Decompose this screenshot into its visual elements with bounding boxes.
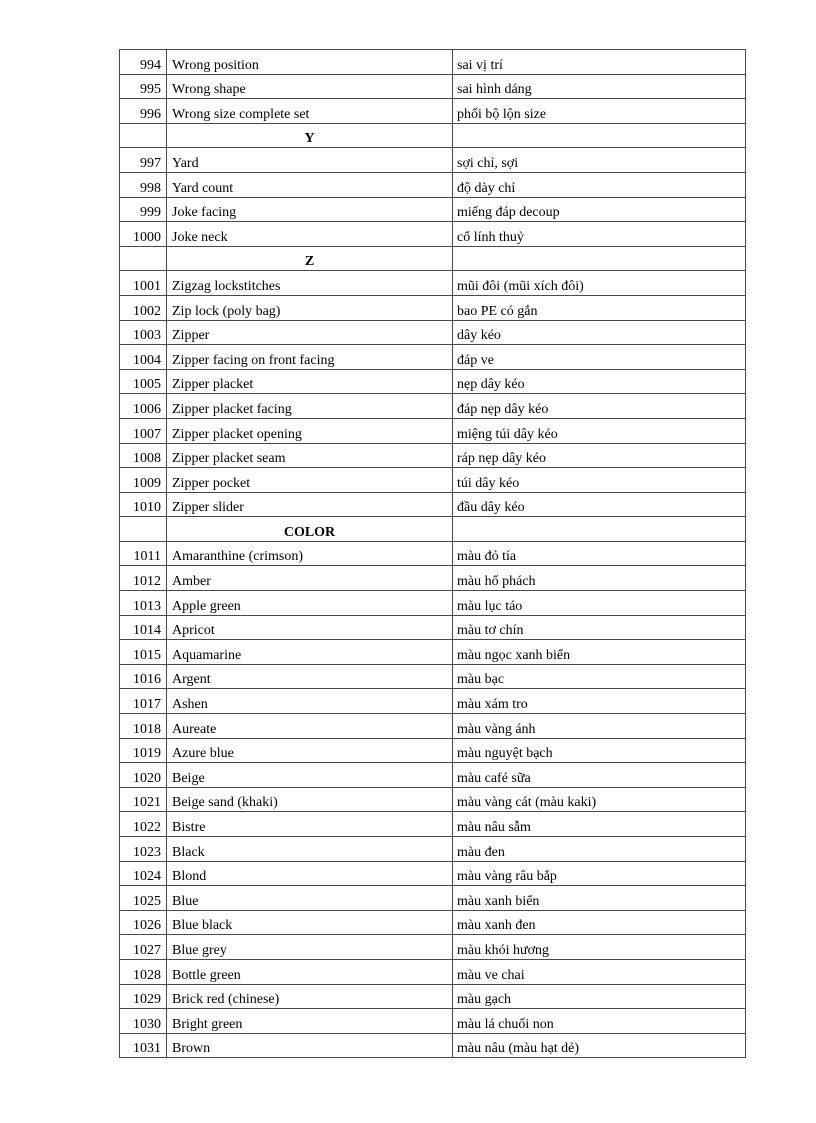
vietnamese-term: màu vàng râu bắp — [453, 861, 746, 886]
table-row — [120, 935, 746, 960]
table-row — [120, 172, 746, 197]
entry-number: 1024 — [120, 861, 167, 886]
entry-number: 1012 — [120, 566, 167, 591]
table-row — [120, 738, 746, 763]
table-row — [120, 1033, 746, 1058]
entry-number: 1014 — [120, 615, 167, 640]
glossary-table — [119, 49, 746, 1058]
table-row — [120, 271, 746, 296]
empty-cell — [453, 123, 746, 148]
entry-number: 1001 — [120, 271, 167, 296]
vietnamese-term: màu gạch — [453, 984, 746, 1009]
section-heading: Y — [167, 123, 453, 148]
english-term: Zipper slider — [167, 492, 453, 517]
table-row — [120, 837, 746, 862]
table-row — [120, 197, 746, 222]
vietnamese-term: màu lá chuối non — [453, 1009, 746, 1034]
english-term: Ashen — [167, 689, 453, 714]
vietnamese-term: miếng đáp decoup — [453, 197, 746, 222]
entry-number: 1027 — [120, 935, 167, 960]
glossary-body — [120, 50, 746, 1058]
english-term: Zip lock (poly bag) — [167, 295, 453, 320]
english-term: Zipper — [167, 320, 453, 345]
vietnamese-term: nẹp dây kéo — [453, 369, 746, 394]
table-row — [120, 763, 746, 788]
table-row — [120, 148, 746, 173]
entry-number: 997 — [120, 148, 167, 173]
table-row — [120, 492, 746, 517]
table-row — [120, 443, 746, 468]
entry-number: 1000 — [120, 222, 167, 247]
entry-number: 1030 — [120, 1009, 167, 1034]
vietnamese-term: màu hổ phách — [453, 566, 746, 591]
english-term: Zipper placket — [167, 369, 453, 394]
vietnamese-term: mũi đôi (mũi xích đôi) — [453, 271, 746, 296]
english-term: Blue black — [167, 910, 453, 935]
english-term: Wrong shape — [167, 74, 453, 99]
section-heading: Z — [167, 246, 453, 271]
table-row — [120, 50, 746, 75]
english-term: Argent — [167, 664, 453, 689]
english-term: Amaranthine (crimson) — [167, 541, 453, 566]
english-term: Beige sand (khaki) — [167, 787, 453, 812]
english-term: Bright green — [167, 1009, 453, 1034]
vietnamese-term: dây kéo — [453, 320, 746, 345]
vietnamese-term: màu đỏ tía — [453, 541, 746, 566]
english-term: Zipper placket opening — [167, 418, 453, 443]
empty-cell — [120, 517, 167, 542]
vietnamese-term: miệng túi dây kéo — [453, 418, 746, 443]
english-term: Bottle green — [167, 959, 453, 984]
vietnamese-term: màu xanh biển — [453, 886, 746, 911]
vietnamese-term: ráp nẹp dây kéo — [453, 443, 746, 468]
english-term: Brown — [167, 1033, 453, 1058]
table-row — [120, 320, 746, 345]
english-term: Blue — [167, 886, 453, 911]
table-row — [120, 222, 746, 247]
english-term: Apricot — [167, 615, 453, 640]
entry-number: 1023 — [120, 837, 167, 862]
section-heading-row — [120, 246, 746, 271]
entry-number: 994 — [120, 50, 167, 75]
english-term: Blond — [167, 861, 453, 886]
entry-number: 1017 — [120, 689, 167, 714]
english-term: Joke facing — [167, 197, 453, 222]
table-row — [120, 664, 746, 689]
vietnamese-term: độ dày chỉ — [453, 172, 746, 197]
english-term: Zipper facing on front facing — [167, 345, 453, 370]
english-term: Yard — [167, 148, 453, 173]
table-row — [120, 295, 746, 320]
entry-number: 1003 — [120, 320, 167, 345]
table-row — [120, 99, 746, 124]
section-heading: COLOR — [167, 517, 453, 542]
table-row — [120, 861, 746, 886]
entry-number: 1011 — [120, 541, 167, 566]
entry-number: 1020 — [120, 763, 167, 788]
entry-number: 1025 — [120, 886, 167, 911]
vietnamese-term: sai vị trí — [453, 50, 746, 75]
english-term: Azure blue — [167, 738, 453, 763]
vietnamese-term: sợi chỉ, sợi — [453, 148, 746, 173]
english-term: Brick red (chinese) — [167, 984, 453, 1009]
english-term: Zipper pocket — [167, 468, 453, 493]
table-row — [120, 910, 746, 935]
vietnamese-term: màu khói hương — [453, 935, 746, 960]
vietnamese-term: phối bộ lộn size — [453, 99, 746, 124]
vietnamese-term: cổ lính thuỷ — [453, 222, 746, 247]
entry-number: 1022 — [120, 812, 167, 837]
english-term: Beige — [167, 763, 453, 788]
vietnamese-term: màu café sữa — [453, 763, 746, 788]
vietnamese-term: màu tơ chín — [453, 615, 746, 640]
table-row — [120, 689, 746, 714]
table-row — [120, 566, 746, 591]
english-term: Joke neck — [167, 222, 453, 247]
table-row — [120, 714, 746, 739]
english-term: Wrong position — [167, 50, 453, 75]
table-row — [120, 640, 746, 665]
empty-cell — [120, 246, 167, 271]
entry-number: 1026 — [120, 910, 167, 935]
english-term: Blue grey — [167, 935, 453, 960]
table-row — [120, 345, 746, 370]
entry-number: 1031 — [120, 1033, 167, 1058]
vietnamese-term: màu xanh đen — [453, 910, 746, 935]
entry-number: 1029 — [120, 984, 167, 1009]
vietnamese-term: màu nâu sẫm — [453, 812, 746, 837]
table-row — [120, 369, 746, 394]
entry-number: 1004 — [120, 345, 167, 370]
vietnamese-term: màu vàng ánh — [453, 714, 746, 739]
section-heading-row — [120, 123, 746, 148]
table-row — [120, 959, 746, 984]
entry-number: 1016 — [120, 664, 167, 689]
vietnamese-term: đầu dây kéo — [453, 492, 746, 517]
entry-number: 999 — [120, 197, 167, 222]
english-term: Aquamarine — [167, 640, 453, 665]
table-row — [120, 615, 746, 640]
vietnamese-term: màu nguyệt bạch — [453, 738, 746, 763]
entry-number: 1005 — [120, 369, 167, 394]
english-term: Aureate — [167, 714, 453, 739]
entry-number: 1019 — [120, 738, 167, 763]
entry-number: 1010 — [120, 492, 167, 517]
entry-number: 1028 — [120, 959, 167, 984]
table-row — [120, 787, 746, 812]
table-row — [120, 1009, 746, 1034]
vietnamese-term: màu đen — [453, 837, 746, 862]
english-term: Zigzag lockstitches — [167, 271, 453, 296]
empty-cell — [453, 246, 746, 271]
vietnamese-term: màu vàng cát (màu kaki) — [453, 787, 746, 812]
empty-cell — [120, 123, 167, 148]
table-row — [120, 418, 746, 443]
table-row — [120, 541, 746, 566]
vietnamese-term: màu ngọc xanh biển — [453, 640, 746, 665]
entry-number: 1018 — [120, 714, 167, 739]
table-row — [120, 812, 746, 837]
entry-number: 1015 — [120, 640, 167, 665]
vietnamese-term: màu nâu (màu hạt dẻ) — [453, 1033, 746, 1058]
english-term: Amber — [167, 566, 453, 591]
table-row — [120, 886, 746, 911]
table-row — [120, 74, 746, 99]
english-term: Bistre — [167, 812, 453, 837]
entry-number: 1008 — [120, 443, 167, 468]
english-term: Yard count — [167, 172, 453, 197]
vietnamese-term: màu ve chai — [453, 959, 746, 984]
english-term: Zipper placket seam — [167, 443, 453, 468]
entry-number: 1013 — [120, 591, 167, 616]
vietnamese-term: màu lục táo — [453, 591, 746, 616]
entry-number: 1021 — [120, 787, 167, 812]
english-term: Wrong size complete set — [167, 99, 453, 124]
english-term: Apple green — [167, 591, 453, 616]
section-heading-row — [120, 517, 746, 542]
entry-number: 998 — [120, 172, 167, 197]
table-row — [120, 468, 746, 493]
vietnamese-term: túi dây kéo — [453, 468, 746, 493]
entry-number: 1009 — [120, 468, 167, 493]
vietnamese-term: sai hình dáng — [453, 74, 746, 99]
entry-number: 995 — [120, 74, 167, 99]
english-term: Zipper placket facing — [167, 394, 453, 419]
table-row — [120, 984, 746, 1009]
table-row — [120, 394, 746, 419]
vietnamese-term: đáp ve — [453, 345, 746, 370]
vietnamese-term: màu xám tro — [453, 689, 746, 714]
entry-number: 1002 — [120, 295, 167, 320]
table-row — [120, 591, 746, 616]
empty-cell — [453, 517, 746, 542]
entry-number: 996 — [120, 99, 167, 124]
vietnamese-term: màu bạc — [453, 664, 746, 689]
vietnamese-term: bao PE có gắn — [453, 295, 746, 320]
english-term: Black — [167, 837, 453, 862]
vietnamese-term: đáp nẹp dây kéo — [453, 394, 746, 419]
entry-number: 1006 — [120, 394, 167, 419]
entry-number: 1007 — [120, 418, 167, 443]
